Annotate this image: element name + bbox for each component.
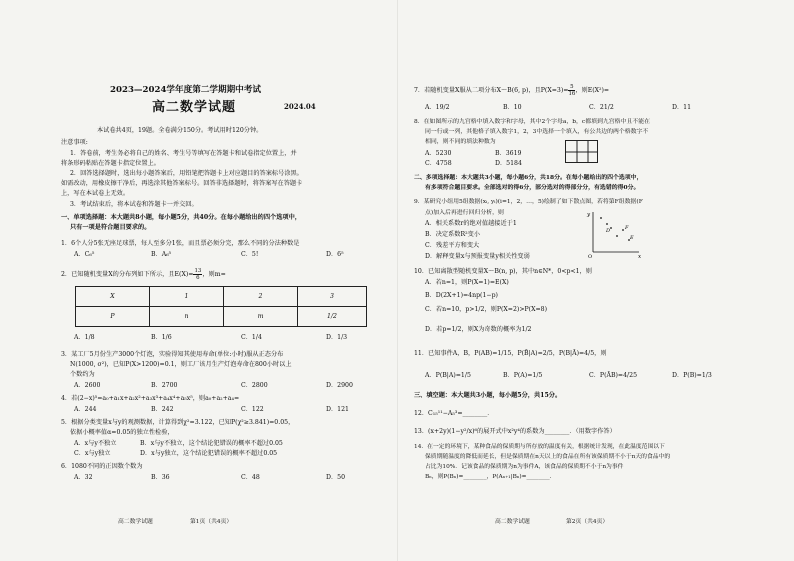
exam-title: 高二数学试题 xyxy=(152,100,237,115)
question-6-options xyxy=(74,474,345,481)
option-b: B．P(A)=1/5 xyxy=(503,372,543,379)
question-5-line: 依据小概率值α=0.05的独立性检验， xyxy=(70,429,174,436)
option-b: B．决定系数R²变小 xyxy=(425,231,480,238)
question-3-line: 3．某工厂5月份生产3000个灯泡，实验得知其使用寿命(单位:小时)服从正态分布 xyxy=(61,351,284,358)
option-c: C．x与y独立 xyxy=(74,450,111,457)
note-line: 将条形码粘贴在答题卡指定位置上。 xyxy=(61,160,160,167)
question-3-line: 个数约为 xyxy=(70,371,95,378)
table-row xyxy=(76,287,367,307)
option-b: B．242 xyxy=(151,406,174,413)
question-5-line: 5．根据分类变量x与y的观测数据，计算得到χ²=3.122，已知P(χ²≥3.841)=0.05， xyxy=(61,419,295,426)
option-d: D．121 xyxy=(326,406,349,413)
option-b: B．1/6 xyxy=(151,334,172,341)
option-c: C．残差平方和变大 xyxy=(425,242,480,249)
option-a: A．相关系数r的绝对值越接近于1 xyxy=(425,220,517,227)
table-cell: 3 xyxy=(298,287,367,307)
option-d: D．解释变量x与预报变量y相关性变弱 xyxy=(425,253,530,260)
option-d: D．6⁵ xyxy=(326,251,344,258)
footer-subject: 高二数学试题 xyxy=(118,519,153,525)
question-10-stem: 10．已知离散型随机变量X～B(n, p)，其中n∈N*，0<p<1，则 xyxy=(414,268,592,275)
fraction-numerator: 13 xyxy=(194,268,202,274)
option-c: C．122 xyxy=(241,406,264,413)
data-point xyxy=(616,235,618,237)
option-a: A．1/8 xyxy=(74,334,95,341)
y-axis-label: y xyxy=(587,212,591,218)
section-heading-cont: 有多项符合题目要求。全部选对的得6分，部分选对的得部分分，有选错的得0分。 xyxy=(425,184,640,191)
note-line: 1．答卷前，考生务必将自己的姓名、考生号等填写在答题卡和试卷指定位置上，并 xyxy=(70,150,297,157)
x-axis-label: x xyxy=(638,254,642,260)
option-a: A．P(B|A)=1/5 xyxy=(425,372,471,379)
table-cell: P xyxy=(76,307,150,327)
option-a: A．5230 xyxy=(425,150,452,157)
question-1-stem: 1．6个人分5张无座足球票，每人至多分1张，而且票必须分完，那么不同的分法种数是 xyxy=(61,240,300,247)
question-7-stem-b: ，则E(X²)= xyxy=(575,87,610,94)
option-b: B．10 xyxy=(503,104,522,111)
exam-date: 2024.04 xyxy=(284,102,316,111)
point-e-label: E xyxy=(630,235,634,241)
section-heading: 二、多项选择题：本大题共3小题，每小题6分，共18分。在每小题给出的四个选项中， xyxy=(414,174,643,181)
table-cell: 1/2 xyxy=(298,307,367,327)
option-d: D．1/3 xyxy=(326,334,348,341)
exam-intro: 本试卷共4页，19题。全卷满分150分。考试用时120分钟。 xyxy=(97,127,263,134)
section-heading: 一、单项选择题：本大题共8小题，每小题5分，共40分。在每小题给出的四个选项中， xyxy=(61,214,301,221)
table-cell: 1 xyxy=(150,287,224,307)
question-9-line: 9．某研究小组用5组数据(xᵢ, yᵢ)(i=1，2，…，5)绘制了如下散点图，若将第F组数据(F xyxy=(414,199,643,205)
question-8-options-row xyxy=(425,150,521,157)
distribution-table xyxy=(75,286,367,327)
question-11-stem: 11．已知事件A，B，P(AB)=1/15，P(B̄|A)=2/5，P(B|Ā)=4/5，则 xyxy=(414,350,607,357)
question-8-options-row xyxy=(425,160,522,167)
option-d: D．11 xyxy=(672,104,692,111)
option-d: D．x与y独立，这个结论犯错误的概率不超过0.05 xyxy=(140,450,278,457)
section-heading-cont: 只有一项是符合题目要求的。 xyxy=(70,224,151,231)
question-14-line: Bₙ，则P(Bₙ)=________，P(Aₙ₊₁|Bₙ)=________． xyxy=(425,474,556,480)
question-14-line: 保质期随温度的降低而延长，但是保质期在n天以上的食品在所有该保质期不小于n天的食品中的 xyxy=(425,454,671,460)
exam-year-heading: 2023—2024学年度第二学期期中考试 xyxy=(110,85,261,95)
fraction-denominator: 6 xyxy=(196,275,200,281)
table-row xyxy=(76,307,367,327)
question-4-options xyxy=(74,406,349,413)
question-14-line: 占比为10%．记该食品的保质期为n为事件A，该食品的保质期不小于n为事件 xyxy=(425,464,624,470)
question-2-stem xyxy=(61,268,226,281)
option-b: B．D(2X+1)=4np(1−p) xyxy=(425,292,498,299)
footer-subject: 高二数学试题 xyxy=(495,519,530,525)
question-9-line: 点)加入后再进行回归分析，则 xyxy=(425,210,504,216)
option-b: B．A₆⁵ xyxy=(151,251,172,258)
option-c: C．5! xyxy=(241,251,259,258)
option-a: A．x与y不独立 xyxy=(74,440,117,447)
table-cell: 2 xyxy=(224,287,298,307)
option-a: A．若n=1，则P(X=1)=E(X) xyxy=(425,279,509,286)
option-d: D．P(B)=1/3 xyxy=(672,372,712,379)
data-point xyxy=(606,223,608,225)
scatter-plot-figure xyxy=(583,208,643,260)
question-1-options xyxy=(74,251,344,258)
point-d-label: D xyxy=(606,228,611,234)
section-heading: 三、填空题：本大题共3小题，每小题5分，共15分。 xyxy=(414,392,562,399)
option-d: D．2900 xyxy=(326,382,353,389)
fraction-denominator: 16 xyxy=(568,91,576,97)
note-line: 3．考试结束后，将本试卷和答题卡一并交回。 xyxy=(70,201,198,208)
option-c: C．P(ĀB)=4/25 xyxy=(589,372,638,379)
option-c: C．48 xyxy=(241,474,260,481)
fraction xyxy=(193,268,202,281)
option-a: A．32 xyxy=(74,474,93,481)
question-3-line: N(1000, σ²)，已知P(X>1200)=0.1，则工厂该月生产灯泡寿命在800小时以上 xyxy=(70,361,292,368)
footer-page-number: 第2页（共4页） xyxy=(566,519,609,525)
fraction-numerator: 5 xyxy=(570,84,574,90)
question-11-options xyxy=(425,372,712,379)
option-a: A．19/2 xyxy=(425,104,450,111)
question-2-stem-a: 2．已知随机变量X的分布列如下所示，且E(X)= xyxy=(61,271,194,278)
option-b: B．3619 xyxy=(495,150,522,157)
note-line: 上，写在本试卷上无效。 xyxy=(61,190,130,197)
question-7-options xyxy=(425,104,691,111)
question-14-line: 14．在一定的环境下，某种食品的保质期与所存放的温度有关，根据统计发现，在此温度范围以下 xyxy=(414,444,665,450)
option-b: B．36 xyxy=(151,474,170,481)
footer-page-number: 第1页（共4页） xyxy=(190,519,233,525)
option-c: C．1/4 xyxy=(241,334,262,341)
question-7-stem xyxy=(414,84,609,97)
origin-label: O xyxy=(588,254,593,260)
note-line: 2．回答选择题时，选出每小题答案后，用铅笔把答题卡上对应题目的答案标号涂黑。 xyxy=(70,170,303,177)
table-cell: m xyxy=(224,307,298,327)
option-c: C．21/2 xyxy=(589,104,614,111)
data-point xyxy=(610,227,612,229)
option-c: C．若n=10，p>1/2，则P(X=2)>P(X=8) xyxy=(425,306,548,313)
option-a: A．244 xyxy=(74,406,97,413)
option-c: C．2800 xyxy=(241,382,268,389)
question-2-stem-b: ，则m= xyxy=(202,271,226,278)
question-13: 13．(x+2y)(1−y²/x)⁶的展开式中x²y⁴的系数为________．（用数字作答） xyxy=(414,428,616,435)
option-a: A．C₆⁵ xyxy=(74,251,95,258)
option-a: A．2600 xyxy=(74,382,101,389)
question-4-stem: 4．若(2−x)⁵=a₀+a₁x+a₂x²+a₃x³+a₄x⁴+a₅x⁵，则a₀+a₂+a₄= xyxy=(61,395,240,402)
option-c: C．4758 xyxy=(425,160,452,167)
question-8-line: 8．在如图所示的九宫格中填入数字和字母，其中2个字母a，b，c都填到九宫格中且不能在 xyxy=(414,119,651,125)
question-8-line: 相同，则不同的填法种数为 xyxy=(425,139,496,145)
point-f-label: F xyxy=(625,225,629,231)
question-6-stem: 6．1080不同的正因数个数为 xyxy=(61,463,143,470)
question-5-options-row xyxy=(74,450,277,457)
point-f xyxy=(622,229,624,231)
question-8-line: 同一行或一列，其他格子填入数字1，2，3中选择一个填入，有公共边的两个格数字不 xyxy=(425,129,649,135)
question-7-stem-a: 7．若随机变量X服从二项分布X～B(6, p)，且P(X=3)= xyxy=(414,87,569,94)
question-5-options-row xyxy=(74,440,283,447)
nine-grid-figure xyxy=(565,140,598,163)
question-2-options xyxy=(74,334,347,341)
table-cell: n xyxy=(150,307,224,327)
option-d: D．50 xyxy=(326,474,346,481)
table-cell: X xyxy=(76,287,150,307)
question-3-options xyxy=(74,382,353,389)
notes-heading: 注意事项: xyxy=(61,139,88,146)
option-b: B．2700 xyxy=(151,382,178,389)
option-b: B．x与y不独立，这个结论犯错误的概率不超过0.05 xyxy=(140,440,283,447)
option-d: D．若p=1/2，则X为奇数的概率为1/2 xyxy=(425,326,532,333)
option-d: D．5184 xyxy=(495,160,522,167)
data-point xyxy=(600,217,602,219)
question-12: 12．C₁₅¹¹−A₅³=________． xyxy=(414,410,494,417)
note-line: 如需改动，用橡皮擦干净后，再选涂其他答案标号。回答非选择题时，将答案写在答题卡 xyxy=(61,180,303,187)
